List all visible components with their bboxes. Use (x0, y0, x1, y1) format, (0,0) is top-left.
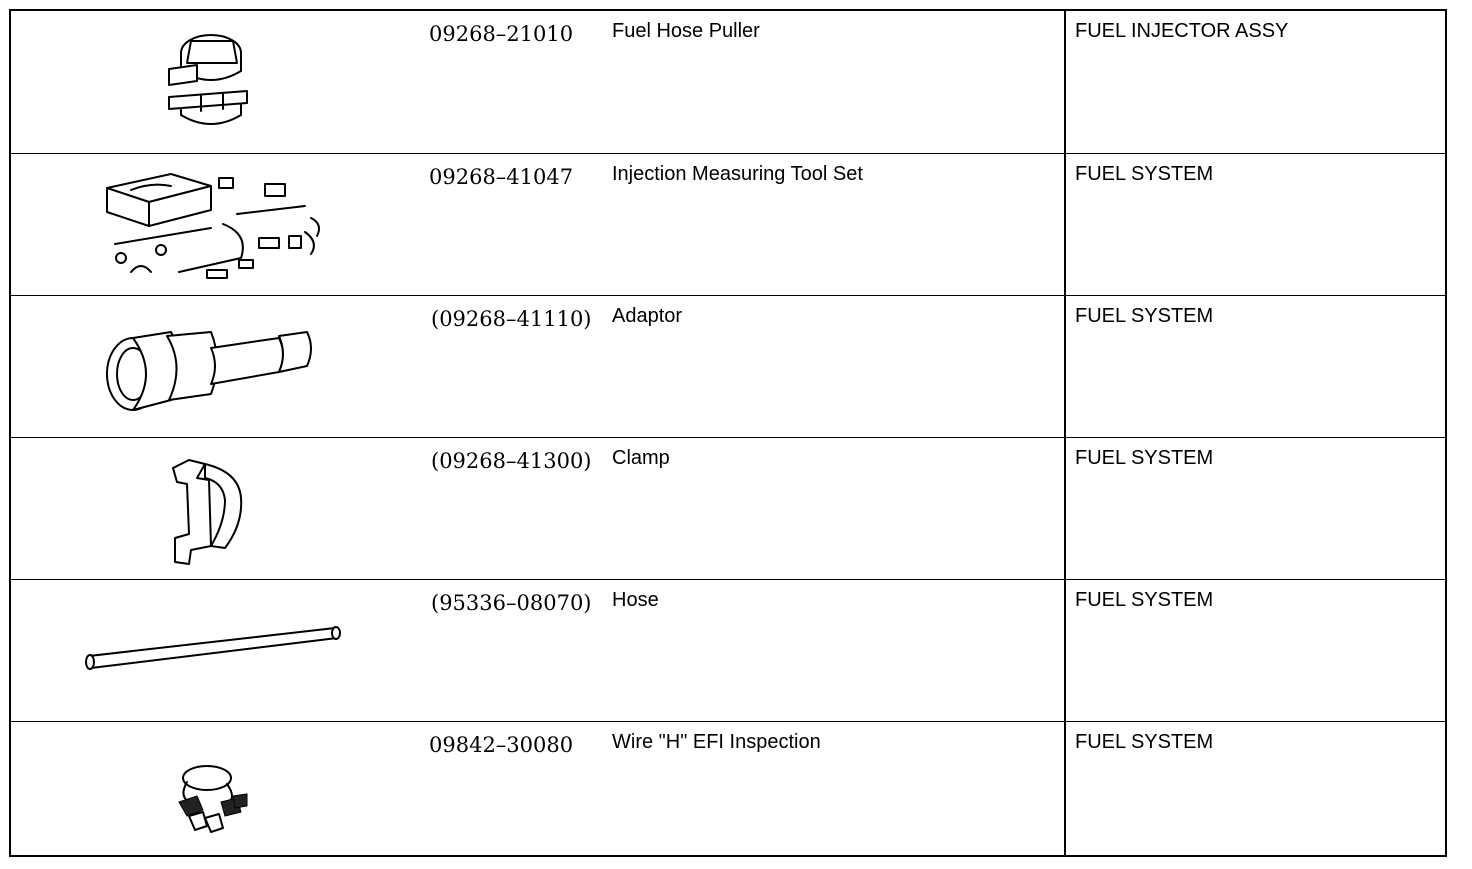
part-number: 09842–30080 (429, 733, 574, 757)
injection-measuring-tool-set-icon (11, 154, 411, 296)
tool-name: Fuel Hose Puller (612, 20, 760, 42)
tool-name: Clamp (612, 447, 670, 469)
part-number: (09268–41110) (431, 307, 592, 331)
part-number: 09268–21010 (429, 22, 574, 46)
tool-name: Hose (612, 589, 659, 611)
table-row (11, 437, 1445, 580)
section-name: FUEL SYSTEM (1075, 163, 1214, 185)
table-row (11, 11, 1445, 153)
table-row (11, 153, 1445, 296)
hose-icon (11, 580, 411, 722)
adaptor-icon (11, 296, 411, 438)
table-row (11, 295, 1445, 438)
section-name: FUEL SYSTEM (1075, 731, 1214, 753)
special-service-tools-table (9, 9, 1447, 857)
section-name: FUEL INJECTOR ASSY (1075, 20, 1289, 42)
table-row (11, 579, 1445, 722)
wire-harness-icon (11, 722, 411, 864)
tool-name: Wire "H" EFI Inspection (612, 731, 821, 753)
section-name: FUEL SYSTEM (1075, 447, 1214, 469)
tool-name: Adaptor (612, 305, 683, 327)
fuel-hose-puller-icon (11, 11, 411, 153)
table-row (11, 721, 1445, 864)
part-number: 09268–41047 (429, 165, 574, 189)
part-number: (95336–08070) (431, 591, 592, 615)
tool-name: Injection Measuring Tool Set (612, 163, 863, 185)
clamp-icon (11, 438, 411, 580)
section-name: FUEL SYSTEM (1075, 589, 1214, 611)
section-name: FUEL SYSTEM (1075, 305, 1214, 327)
part-number: (09268–41300) (431, 449, 592, 473)
